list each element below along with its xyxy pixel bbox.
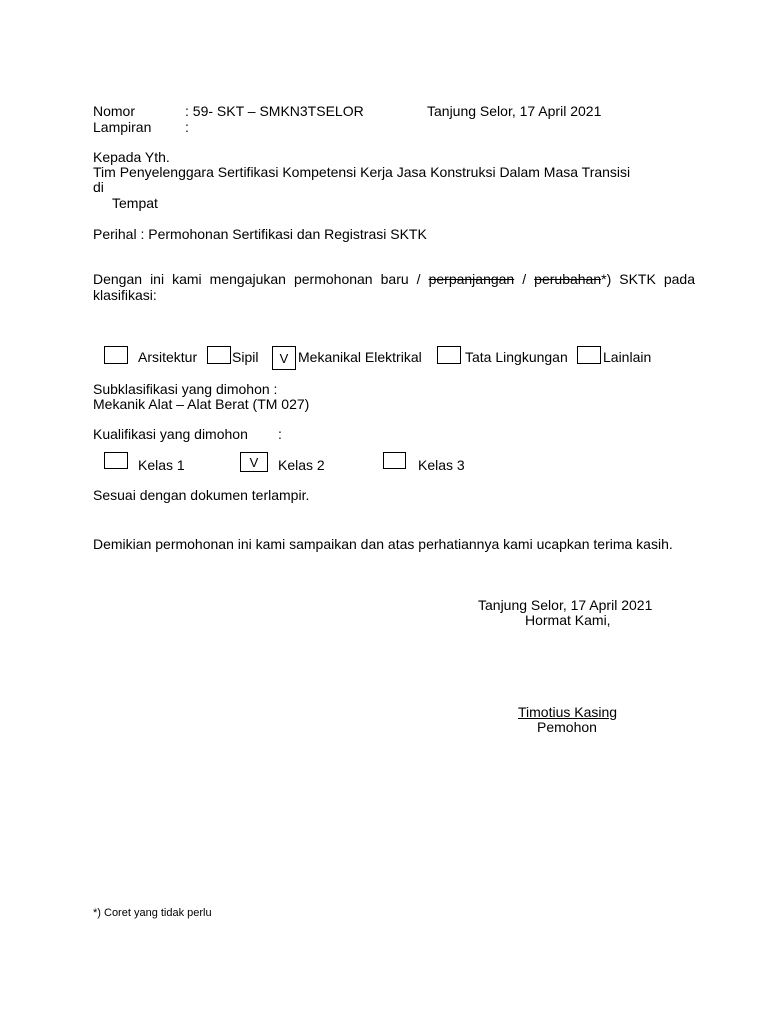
kualifikasi-label: Kualifikasi yang dimohon [93, 426, 248, 442]
letter-date: Tanjung Selor, 17 April 2021 [427, 103, 602, 119]
subject-line: Perihal : Permohonan Sertifikasi dan Registrasi SKTK [93, 226, 427, 242]
checkbox-arsitektur[interactable] [104, 346, 128, 364]
nomor-label: Nomor [93, 103, 136, 119]
label-tata-lingkungan: Tata Lingkungan [465, 349, 568, 365]
nomor-value: : 59- SKT – SMKN3TSELOR [185, 103, 364, 119]
lampiran-label: Lampiran [93, 119, 152, 135]
intro-text-middle: / [514, 271, 535, 287]
recipient-name: Tim Penyelenggara Sertifikasi Kompetensi Kerja Jasa Konstruksi Dalam Masa Transisi [93, 164, 631, 180]
label-arsitektur: Arsitektur [138, 349, 198, 365]
label-mekanikal-elektrikal: Mekanikal Elektrikal [298, 349, 422, 365]
label-kelas-1: Kelas 1 [138, 457, 185, 473]
check-mark: V [249, 455, 259, 470]
signature-date: Tanjung Selor, 17 April 2021 [478, 597, 653, 613]
label-lainlain: Lainlain [603, 349, 652, 365]
label-kelas-3: Kelas 3 [418, 457, 465, 473]
checkbox-mekanikal-elektrikal[interactable] [272, 346, 296, 370]
recipient-greeting: Kepada Yth. [93, 149, 170, 165]
footnote: *) Coret yang tidak perlu [93, 907, 212, 919]
checkbox-kelas-3[interactable] [383, 452, 406, 469]
signatory-role: Pemohon [537, 719, 597, 735]
checkbox-lainlain[interactable] [577, 346, 601, 364]
sesuai-line: Sesuai dengan dokumen terlampir. [93, 487, 310, 503]
checkbox-tata-lingkungan[interactable] [437, 346, 461, 364]
check-mark: V [279, 351, 289, 366]
recipient-di: di [93, 179, 104, 195]
recipient-place: Tempat [112, 195, 158, 211]
intro-paragraph [93, 271, 695, 303]
intro-text-after: *) SKTK pada klasifikasi: [93, 271, 695, 303]
struck-perpanjangan: perpanjangan [428, 271, 515, 287]
struck-perubahan: perubahan [534, 271, 602, 287]
subklasifikasi-value: Mekanik Alat – Alat Berat (TM 027) [93, 396, 310, 412]
closing-line: Demikian permohonan ini kami sampaikan dan atas perhatiannya kami ucapkan terima kasih. [93, 536, 673, 552]
label-sipil: Sipil [232, 349, 259, 365]
checkbox-kelas-2[interactable] [240, 452, 268, 472]
lampiran-value: : [185, 119, 189, 135]
intro-text-before: Dengan ini kami mengajukan permohonan baru / [93, 271, 429, 287]
subklasifikasi-label: Subklasifikasi yang dimohon : [93, 381, 278, 397]
signatory-name: Timotius Kasing [518, 704, 618, 720]
signature-regards: Hormat Kami, [525, 612, 611, 628]
checkbox-sipil[interactable] [207, 346, 231, 364]
checkbox-kelas-1[interactable] [104, 452, 128, 469]
kualifikasi-colon: : [278, 426, 282, 442]
label-kelas-2: Kelas 2 [278, 457, 325, 473]
